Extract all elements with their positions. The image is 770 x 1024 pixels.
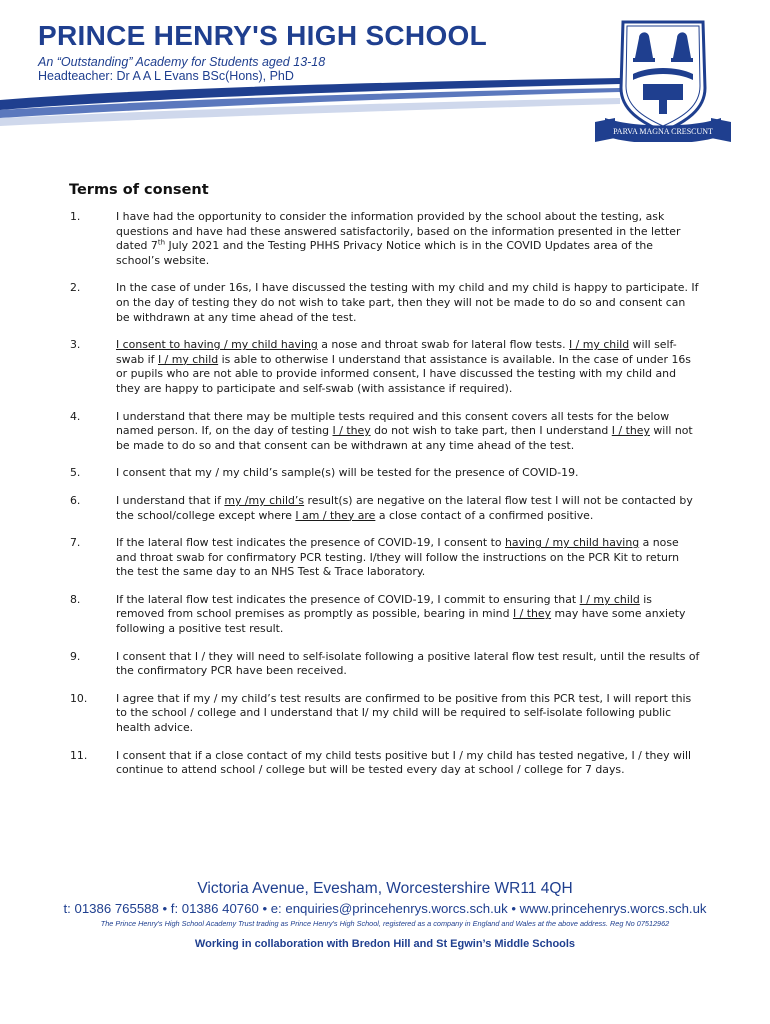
term-text-segment: will not be made to do so and that consent can be withdrawn at any time ahead of the test. (116, 424, 693, 452)
consent-term-7 (70, 536, 700, 580)
term-text-segment: a close contact of a confirmed positive. (375, 508, 594, 522)
school-name: PRINCE HENRY'S HIGH SCHOOL (38, 20, 488, 51)
underlined-phrase: I / my child (569, 338, 630, 352)
terms-list (70, 210, 700, 778)
term-number: 1. (70, 210, 81, 223)
term-number: 6. (70, 493, 81, 507)
underlined-phrase: I / they (611, 424, 650, 438)
term-text-segment: I consent that if a close contact of my child tests positive but I / my child has tested negative, I / they will continue to attend school / college but will be tested every day at school / college for 7 days. (116, 748, 692, 777)
term-text-segment: If the lateral flow test indicates the presence of COVID-19, I consent to (116, 536, 505, 550)
term-number: 10. (70, 691, 88, 705)
consent-term-9 (70, 650, 700, 679)
term-text (116, 410, 700, 454)
term-number: 7. (70, 536, 81, 550)
term-text-segment: will self-swab if (116, 338, 677, 366)
consent-term-5 (70, 466, 700, 481)
consent-term-6 (70, 494, 700, 523)
underlined-phrase: I consent to having / my child having (116, 338, 318, 352)
term-text (116, 466, 700, 481)
letterhead-footer (0, 880, 770, 950)
underlined-phrase: having / my child having (505, 536, 640, 550)
terms-heading: Terms of consent (69, 182, 209, 198)
school-tagline: An “Outstanding” Academy for Students aged 13-18 (38, 55, 326, 69)
term-number: 5. (70, 466, 81, 480)
term-text (116, 593, 700, 637)
letterhead (0, 0, 770, 150)
term-text (116, 210, 700, 268)
term-number: 3. (70, 338, 81, 352)
term-text-segment: is able to otherwise I understand that assistance is available. In the case of under 16s or pupils who are not able to provide informed consent, I have discussed the testing with my child and they are happy to participate and self-swab (with assistance if required). (116, 352, 691, 395)
term-text-segment: If the lateral flow test indicates the presence of COVID-19, I commit to ensuring that (116, 592, 580, 606)
consent-term-11 (70, 749, 700, 778)
term-text-segment: In the case of under 16s, I have discussed the testing with my child and my child is happy to participate. If on the day of testing they do not wish to take part, then they will not be made to do so and consent can be withdrawn at any time ahead of the test. (116, 281, 699, 324)
underlined-phrase: my /my child’s (224, 493, 305, 507)
term-number: 4. (70, 409, 81, 423)
consent-term-3 (70, 338, 700, 396)
consent-term-4 (70, 410, 700, 454)
term-text-segment: may have some anxiety following a positive test result. (116, 607, 686, 636)
term-text (116, 650, 700, 679)
term-text-segment: a nose and throat swab for lateral flow tests. (317, 338, 569, 352)
term-number: 8. (70, 592, 81, 606)
consent-term-2 (70, 281, 700, 325)
collaboration-note: Working in collaboration with Bredon Hill and St Egwin’s Middle Schools (194, 938, 576, 950)
term-text (116, 749, 700, 778)
school-contact-details: t: 01386 765588 • f: 01386 40760 • e: enquiries@princehenrys.worcs.sch.uk • www.princehenrys.worcs.sch.uk (63, 901, 707, 916)
company-registration-note: The Prince Henry's High School Academy Trust trading as Prince Henry's High School, registered as a company in England and Wales at the above address. Reg No 07512962 (100, 919, 670, 928)
term-text (116, 281, 700, 325)
term-text-segment: is removed from school premises as promptly as possible, bearing in mind (116, 592, 652, 621)
underlined-phrase: I / my child (157, 352, 219, 366)
term-text (116, 692, 700, 736)
underlined-phrase: I am / they are (295, 508, 376, 522)
term-text-segment: do not wish to take part, then I understand (370, 424, 612, 438)
term-number: 9. (70, 649, 81, 663)
ordinal-suffix: th (157, 238, 166, 247)
term-text-segment: July 2021 and the Testing PHHS Privacy Notice which is in the COVID Updates area of the school’s website. (116, 239, 653, 267)
term-text-segment: I consent that I / they will need to self-isolate following a positive lateral flow test result, until the results of the confirmatory PCR have been received. (116, 649, 700, 678)
term-number: 11. (70, 748, 88, 762)
term-text-segment: I agree that if my / my child’s test results are confirmed to be positive from this PCR test, I will report this to the school / college and I understand that I/ my child will be required to self-isolate following public health advice. (116, 691, 692, 735)
term-text-segment: a nose and throat swab for confirmatory PCR testing. I/they will follow the instructions on the PCR Kit to return the test the same day to an NHS Test & Trace laboratory. (116, 536, 680, 579)
term-text-segment: result(s) are negative on the lateral flow test I will not be contacted by the school/college except where (116, 493, 693, 522)
consent-term-8 (70, 593, 700, 637)
term-text-segment: I understand that if (116, 493, 225, 507)
headteacher-line: Headteacher: Dr A A L Evans BSc(Hons), PhD (38, 69, 294, 83)
school-crest-logo (593, 18, 733, 142)
consent-term-10 (70, 692, 700, 736)
term-text-segment: I have had the opportunity to consider the information provided by the school about the testing, ask questions and have had these answered satisfactorily, based on the information presented in the letter dated 7 (116, 210, 681, 253)
term-text (116, 338, 700, 396)
term-text-segment: I consent that my / my child’s sample(s) will be tested for the presence of COVID-19. (116, 466, 579, 480)
underlined-phrase: I / my child (579, 592, 640, 606)
term-text-segment: I understand that there may be multiple tests required and this consent covers all tests for the below named person. If, on the day of testing (116, 409, 670, 438)
crest-motto: PARVA MAGNA CRESCUNT (613, 127, 713, 136)
term-number: 2. (70, 281, 81, 295)
term-text (116, 494, 700, 523)
school-address: Victoria Avenue, Evesham, Worcestershire WR11 4QH (197, 880, 573, 897)
consent-term-1 (70, 210, 700, 268)
underlined-phrase: I / they (332, 424, 371, 438)
underlined-phrase: I / they (512, 607, 552, 621)
term-text (116, 536, 700, 580)
